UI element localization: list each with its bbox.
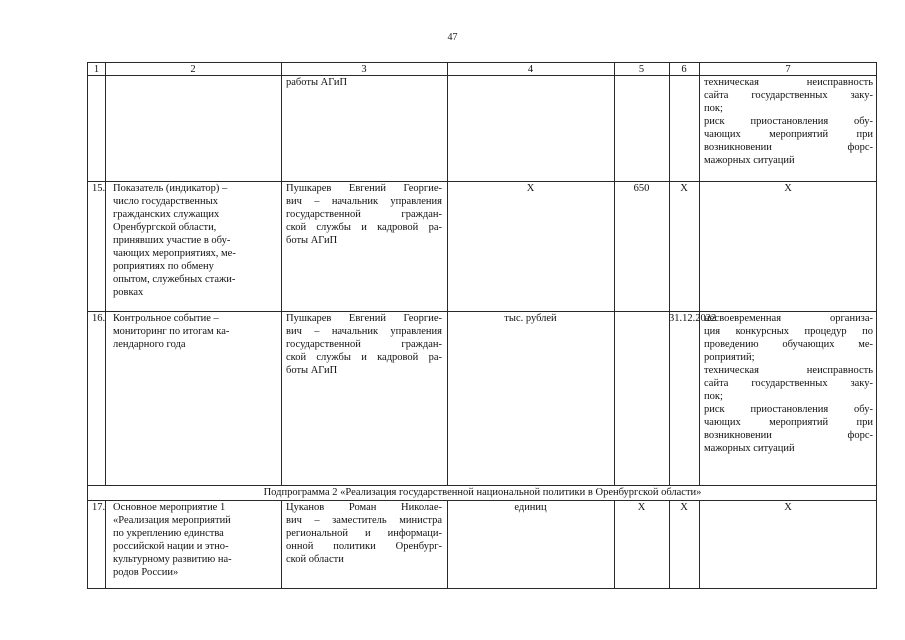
page-number: 47 bbox=[447, 32, 458, 43]
responsible-person-line: вич – начальник управления bbox=[286, 196, 442, 207]
date-cell: X bbox=[680, 502, 688, 513]
responsible-person bbox=[286, 76, 442, 89]
risk-cell-line: риск приостановления обу- bbox=[704, 404, 873, 415]
table-column-rule bbox=[669, 63, 670, 485]
risk-cell-line: сайта государственных заку- bbox=[704, 90, 873, 101]
risk-cell-line: возникновении форс- bbox=[704, 430, 873, 441]
risk-cell-line: техническая неисправность bbox=[704, 77, 873, 88]
risk-cell-line: чающих мероприятий при bbox=[704, 129, 873, 140]
responsible-person bbox=[286, 501, 442, 566]
indicator-name-line: российской нации и этно- bbox=[113, 541, 229, 552]
responsible-person-line: вич – заместитель министра bbox=[286, 515, 442, 526]
indicator-name-line: Оренбургской области, bbox=[113, 222, 217, 233]
indicator-name-line: культурному развитию на- bbox=[113, 554, 232, 565]
risk-cell-line: X bbox=[784, 183, 792, 194]
risk-cell-line: роприятий; bbox=[704, 352, 755, 363]
responsible-person-line: боты АГиП bbox=[286, 365, 338, 376]
indicator-name-line: роприятиях по обмену bbox=[113, 261, 214, 272]
date-cell: X bbox=[680, 183, 688, 194]
indicator-name-line: родов России» bbox=[113, 567, 179, 578]
indicator-name bbox=[113, 182, 269, 299]
value-cell: X bbox=[637, 502, 646, 513]
indicator-name-line: Показатель (индикатор) – bbox=[113, 183, 228, 194]
row-number: 16. bbox=[92, 313, 106, 324]
responsible-person-line: онной политики Оренбург- bbox=[286, 541, 442, 552]
indicator-name-line: чающих мероприятиях, ме- bbox=[113, 248, 236, 259]
risk-cell-line: пок; bbox=[704, 103, 723, 114]
table-column-rule bbox=[447, 63, 448, 485]
indicator-name-line: опытом, служебных стажи- bbox=[113, 274, 236, 285]
indicator-name-line: ровках bbox=[113, 287, 144, 298]
risk-cell-line: проведению обучающих ме- bbox=[704, 339, 873, 350]
risk-cell-line: чающих мероприятий при bbox=[704, 417, 873, 428]
risk-cell-line: мажорных ситуаций bbox=[704, 155, 795, 166]
responsible-person-line: Цуканов Роман Николае- bbox=[286, 502, 442, 513]
risk-cell bbox=[704, 312, 873, 455]
value-cell: 650 bbox=[633, 183, 650, 194]
risk-cell-line: мажорных ситуаций bbox=[704, 443, 795, 454]
row-number: 17. bbox=[92, 502, 106, 513]
responsible-person-line: работы АГиП bbox=[286, 77, 348, 88]
row-number: 15. bbox=[92, 183, 106, 194]
risk-cell bbox=[699, 501, 877, 514]
indicator-name-line: Контрольное событие – bbox=[113, 313, 219, 324]
indicator-name-line: Основное мероприятие 1 bbox=[113, 502, 226, 513]
responsible-person-line: государственной граждан- bbox=[286, 209, 442, 220]
date-cell: 31.12.2022 bbox=[669, 313, 717, 324]
unit-cell: X bbox=[526, 183, 535, 194]
risk-cell bbox=[699, 182, 877, 195]
responsible-person-line: государственной граждан- bbox=[286, 339, 442, 350]
responsible-person-line: Пушкарев Евгений Георгие- bbox=[286, 313, 442, 324]
risk-cell-line: возникновении форс- bbox=[704, 142, 873, 153]
risk-cell-line: техническая неисправность bbox=[704, 365, 873, 376]
risk-cell-line: сайта государственных заку- bbox=[704, 378, 873, 389]
responsible-person-line: Пушкарев Евгений Георгие- bbox=[286, 183, 442, 194]
subprogram-title: Подпрограмма 2 «Реализация государственной национальной политики в Оренбургской области» bbox=[263, 487, 702, 498]
indicator-name-line: гражданских служащих bbox=[113, 209, 220, 220]
indicator-name-line: «Реализация мероприятий bbox=[113, 515, 231, 526]
responsible-person bbox=[286, 182, 442, 247]
responsible-person-line: ской службы и кадровой ра- bbox=[286, 352, 442, 363]
indicator-name-line: лендарного года bbox=[113, 339, 186, 350]
risk-cell-line: пок; bbox=[704, 391, 723, 402]
table-column-rule bbox=[699, 63, 700, 485]
risk-cell-line: риск приостановления обу- bbox=[704, 116, 873, 127]
responsible-person bbox=[286, 312, 442, 377]
responsible-person-line: ской службы и кадровой ра- bbox=[286, 222, 442, 233]
column-header-5: 5 bbox=[638, 64, 645, 75]
column-header-1: 1 bbox=[93, 64, 100, 75]
unit-cell: тыс. рублей bbox=[504, 313, 557, 324]
unit-cell: единиц bbox=[514, 502, 547, 513]
column-header-6: 6 bbox=[681, 64, 687, 75]
risk-cell-line: ция конкурсных процедур по bbox=[704, 326, 873, 337]
column-header-3: 3 bbox=[361, 64, 367, 75]
risk-cell bbox=[704, 76, 873, 167]
table-column-rule bbox=[614, 63, 615, 485]
indicator-name-line: число государственных bbox=[113, 196, 218, 207]
risk-cell-line: несвоевременная организа- bbox=[704, 313, 873, 324]
column-header-7: 7 bbox=[785, 64, 791, 75]
indicator-name bbox=[113, 312, 269, 351]
table-column-rule bbox=[105, 63, 106, 485]
indicator-name-line: принявших участие в обу- bbox=[113, 235, 231, 246]
column-header-2: 2 bbox=[190, 64, 196, 75]
table-column-rule bbox=[281, 500, 282, 589]
responsible-person-line: вич – начальник управления bbox=[286, 326, 442, 337]
indicator-name bbox=[113, 501, 269, 579]
column-header-4: 4 bbox=[527, 64, 534, 75]
indicator-name-line: по укреплению единства bbox=[113, 528, 224, 539]
risk-cell-line: X bbox=[784, 502, 792, 513]
table-column-rule bbox=[281, 63, 282, 485]
document-table bbox=[87, 62, 877, 589]
indicator-name-line: мониторинг по итогам ка- bbox=[113, 326, 230, 337]
responsible-person-line: боты АГиП bbox=[286, 235, 338, 246]
responsible-person-line: региональной и информаци- bbox=[286, 528, 442, 539]
responsible-person-line: ской области bbox=[286, 554, 344, 565]
